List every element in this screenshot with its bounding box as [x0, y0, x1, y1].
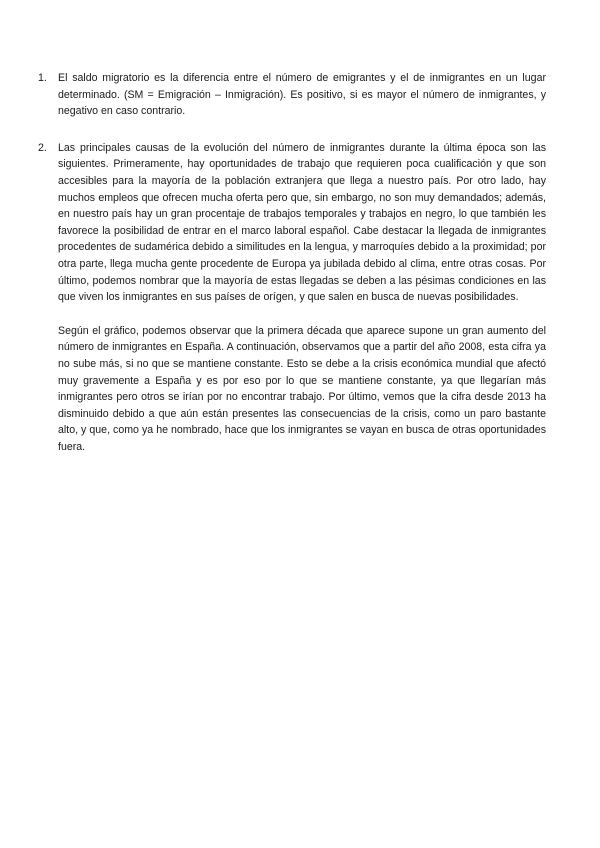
list-item-number: 1. — [38, 72, 47, 84]
paragraph-analisis-grafico: Según el gráfico, podemos observar que la primera década que aparece supone un gran aumento del número de inmigrantes en España. A continuación, observamos que a partir del año 2008, esta cifra ya no sube más, si no que se mantiene constante. Esto se debe a la crisis económica mundial que afectó muy gravemente a España y es por eso por lo que se mantiene constante, ya que llegarían más inmigrantes pero otros se irían por no encontrar trabajo. Por último, vemos que la cifra desde 2013 ha disminuido debido a que aún están presentes las consecuencias de la crisis, como un paro bastante alto, y que, como ya he nombrado, hace que los inmigrantes se vayan en busca de otras oportunidades fuera. — [58, 324, 546, 453]
list-item-1 — [38, 70, 546, 120]
numbered-answer-list — [38, 70, 546, 455]
paragraph-causas-inmigracion: Las principales causas de la evolución del número de inmigrantes durante la última época son las siguientes. Primeramente, hay oportunidades de trabajo que requieren poca cualificación y que son accesibles para la mayoría de la población extranjera que llega a nuestro país. Por otro lado, hay muchos empleos que ofrecen mucha oferta pero que, sin embargo, no son muy demandados; además, en nuestro país hay un gran procentaje de trabajos temporales y trabajos en negro, lo que también les favorece la posibilidad de entrar en el marco laboral español. Cabe destacar la llegada de inmigrantes procedentes de sudamérica debido a similitudes en la lengua, y marroquíes debido a la proximidad; por otra parte, llega mucha gente procedente de Europa ya jubilada debido al clima, entre otras cosas. Por último, podemos nombrar que la mayoría de estas llegadas se deben a las pésimas condiciones en las que viven los inmigrantes en sus países de orígen, y que salen en busca de nuevas posibilidades. — [58, 141, 546, 304]
list-item-2 — [38, 140, 546, 456]
paragraph-saldo-migratorio: El saldo migratorio es la diferencia entre el número de emigrantes y el de inmigrantes en un lugar determinado. (SM = Emigración – Inmigración). Es positivo, si es mayor el número de inmigrantes, y negativo en caso contrario. — [58, 72, 546, 118]
list-item-number: 2. — [38, 141, 47, 154]
